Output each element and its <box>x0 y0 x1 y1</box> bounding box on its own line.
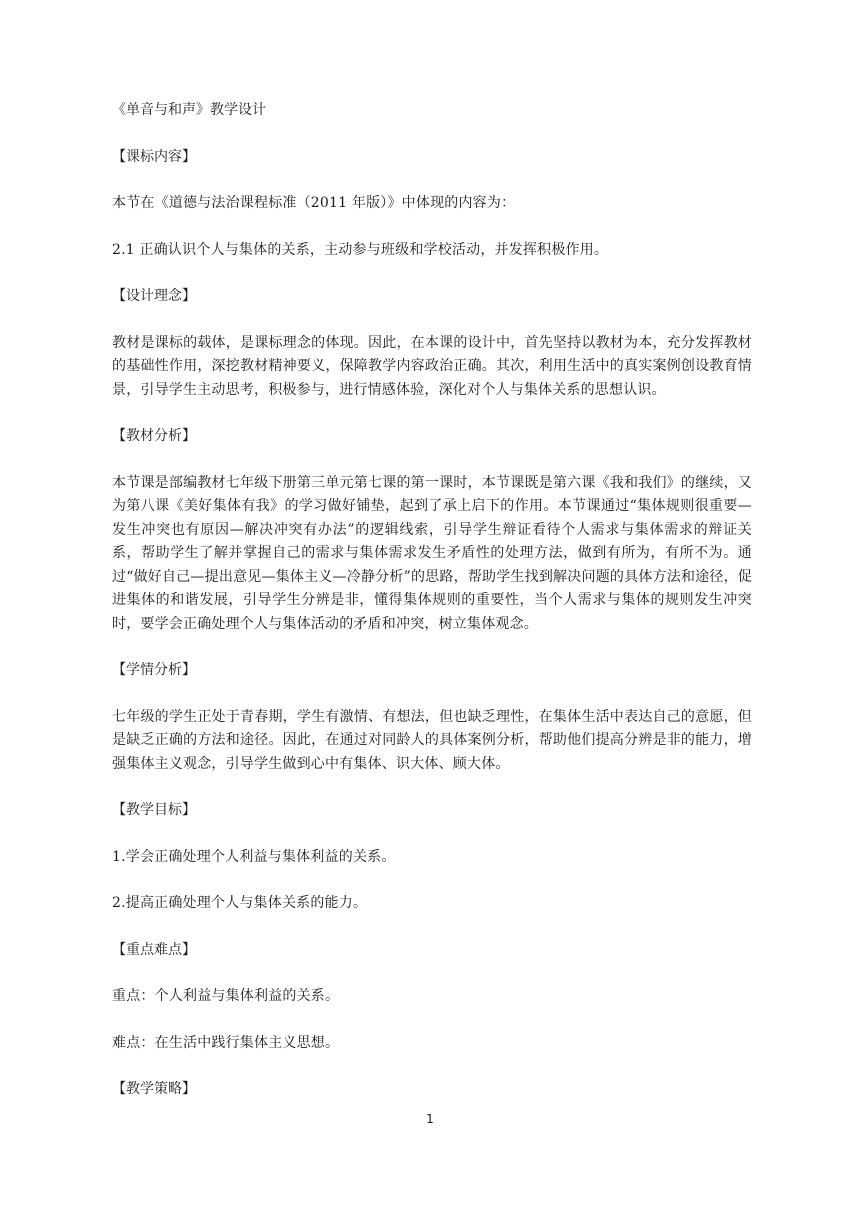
paragraph: 七年级的学生正处于青春期，学生有激情、有想法，但也缺乏理性，在集体生活中表达自己的意愿，但是缺乏正确的方法和途径。因此，在通过对同龄人的具体案例分析，帮助他们提高分辨是非的能力，增强集体主义观念，引导学生做到心中有集体、识大体、顾大体。 <box>112 708 752 772</box>
paragraph: 本节课是部编教材七年级下册第三单元第七课的第一课时，本节课既是第六课《我和我们》的继续，又为第八课《美好集体有我》的学习做好铺垫，起到了承上启下的作用。本节课通过“集体规则很重要—发生冲突也有原因—解决冲突有办法”的逻辑线索，引导学生辩证看待个人需求与集体需求的辩证关系，帮助学生了解并掌握自己的需求与集体需求发生矛盾性的处理方法，做到有所为，有所不为。通过“做好自己—提出意见—集体主义—冷静分析”的思路，帮助学生找到解决问题的具体方法和途径，促进集体的和谐发展，引导学生分辨是非，懂得集体规则的重要性，当个人需求与集体的规则发生冲突时，要学会正确处理个人与集体活动的矛盾和冲突，树立集体观念。 <box>112 474 752 632</box>
section-heading-teaching-strategy: 【教学策略】 <box>112 1081 196 1097</box>
page-number: 1 <box>426 1112 434 1126</box>
section-heading-curriculum: 【课标内容】 <box>112 148 196 165</box>
paragraph: 难点：在生活中践行集体主义思想。 <box>112 1034 340 1051</box>
paragraph: 重点：个人利益与集体利益的关系。 <box>112 988 340 1004</box>
section-heading-teaching-goals: 【教学目标】 <box>112 802 196 818</box>
paragraph: 本节在《道德与法治课程标准（2011 年版）》中体现的内容为： <box>112 195 516 211</box>
section-heading-textbook-analysis: 【教材分析】 <box>112 428 196 444</box>
paragraph: 2.提高正确处理个人与集体关系的能力。 <box>112 895 368 911</box>
paragraph: 教材是课标的载体，是课标理念的体现。因此，在本课的设计中，首先坚持以教材为本，充分发挥教材的基础性作用，深挖教材精神要义，保障教学内容政治正确。其次，利用生活中的真实案例创设教育情景，引导学生主动思考，积极参与，进行情感体验，深化对个人与集体关系的思想认识。 <box>112 334 752 398</box>
paragraph: 2.1 正确认识个人与集体的关系，主动参与班级和学校活动，并发挥积极作用。 <box>112 241 609 258</box>
section-heading-key-points: 【重点难点】 <box>112 941 196 958</box>
document-body <box>112 99 752 1125</box>
paragraph: 1.学会正确处理个人利益与集体利益的关系。 <box>112 848 396 865</box>
section-heading-student-analysis: 【学情分析】 <box>112 662 196 678</box>
section-heading-design-concept: 【设计理念】 <box>112 288 196 304</box>
document-title: 《单音与和声》教学设计 <box>112 102 266 118</box>
